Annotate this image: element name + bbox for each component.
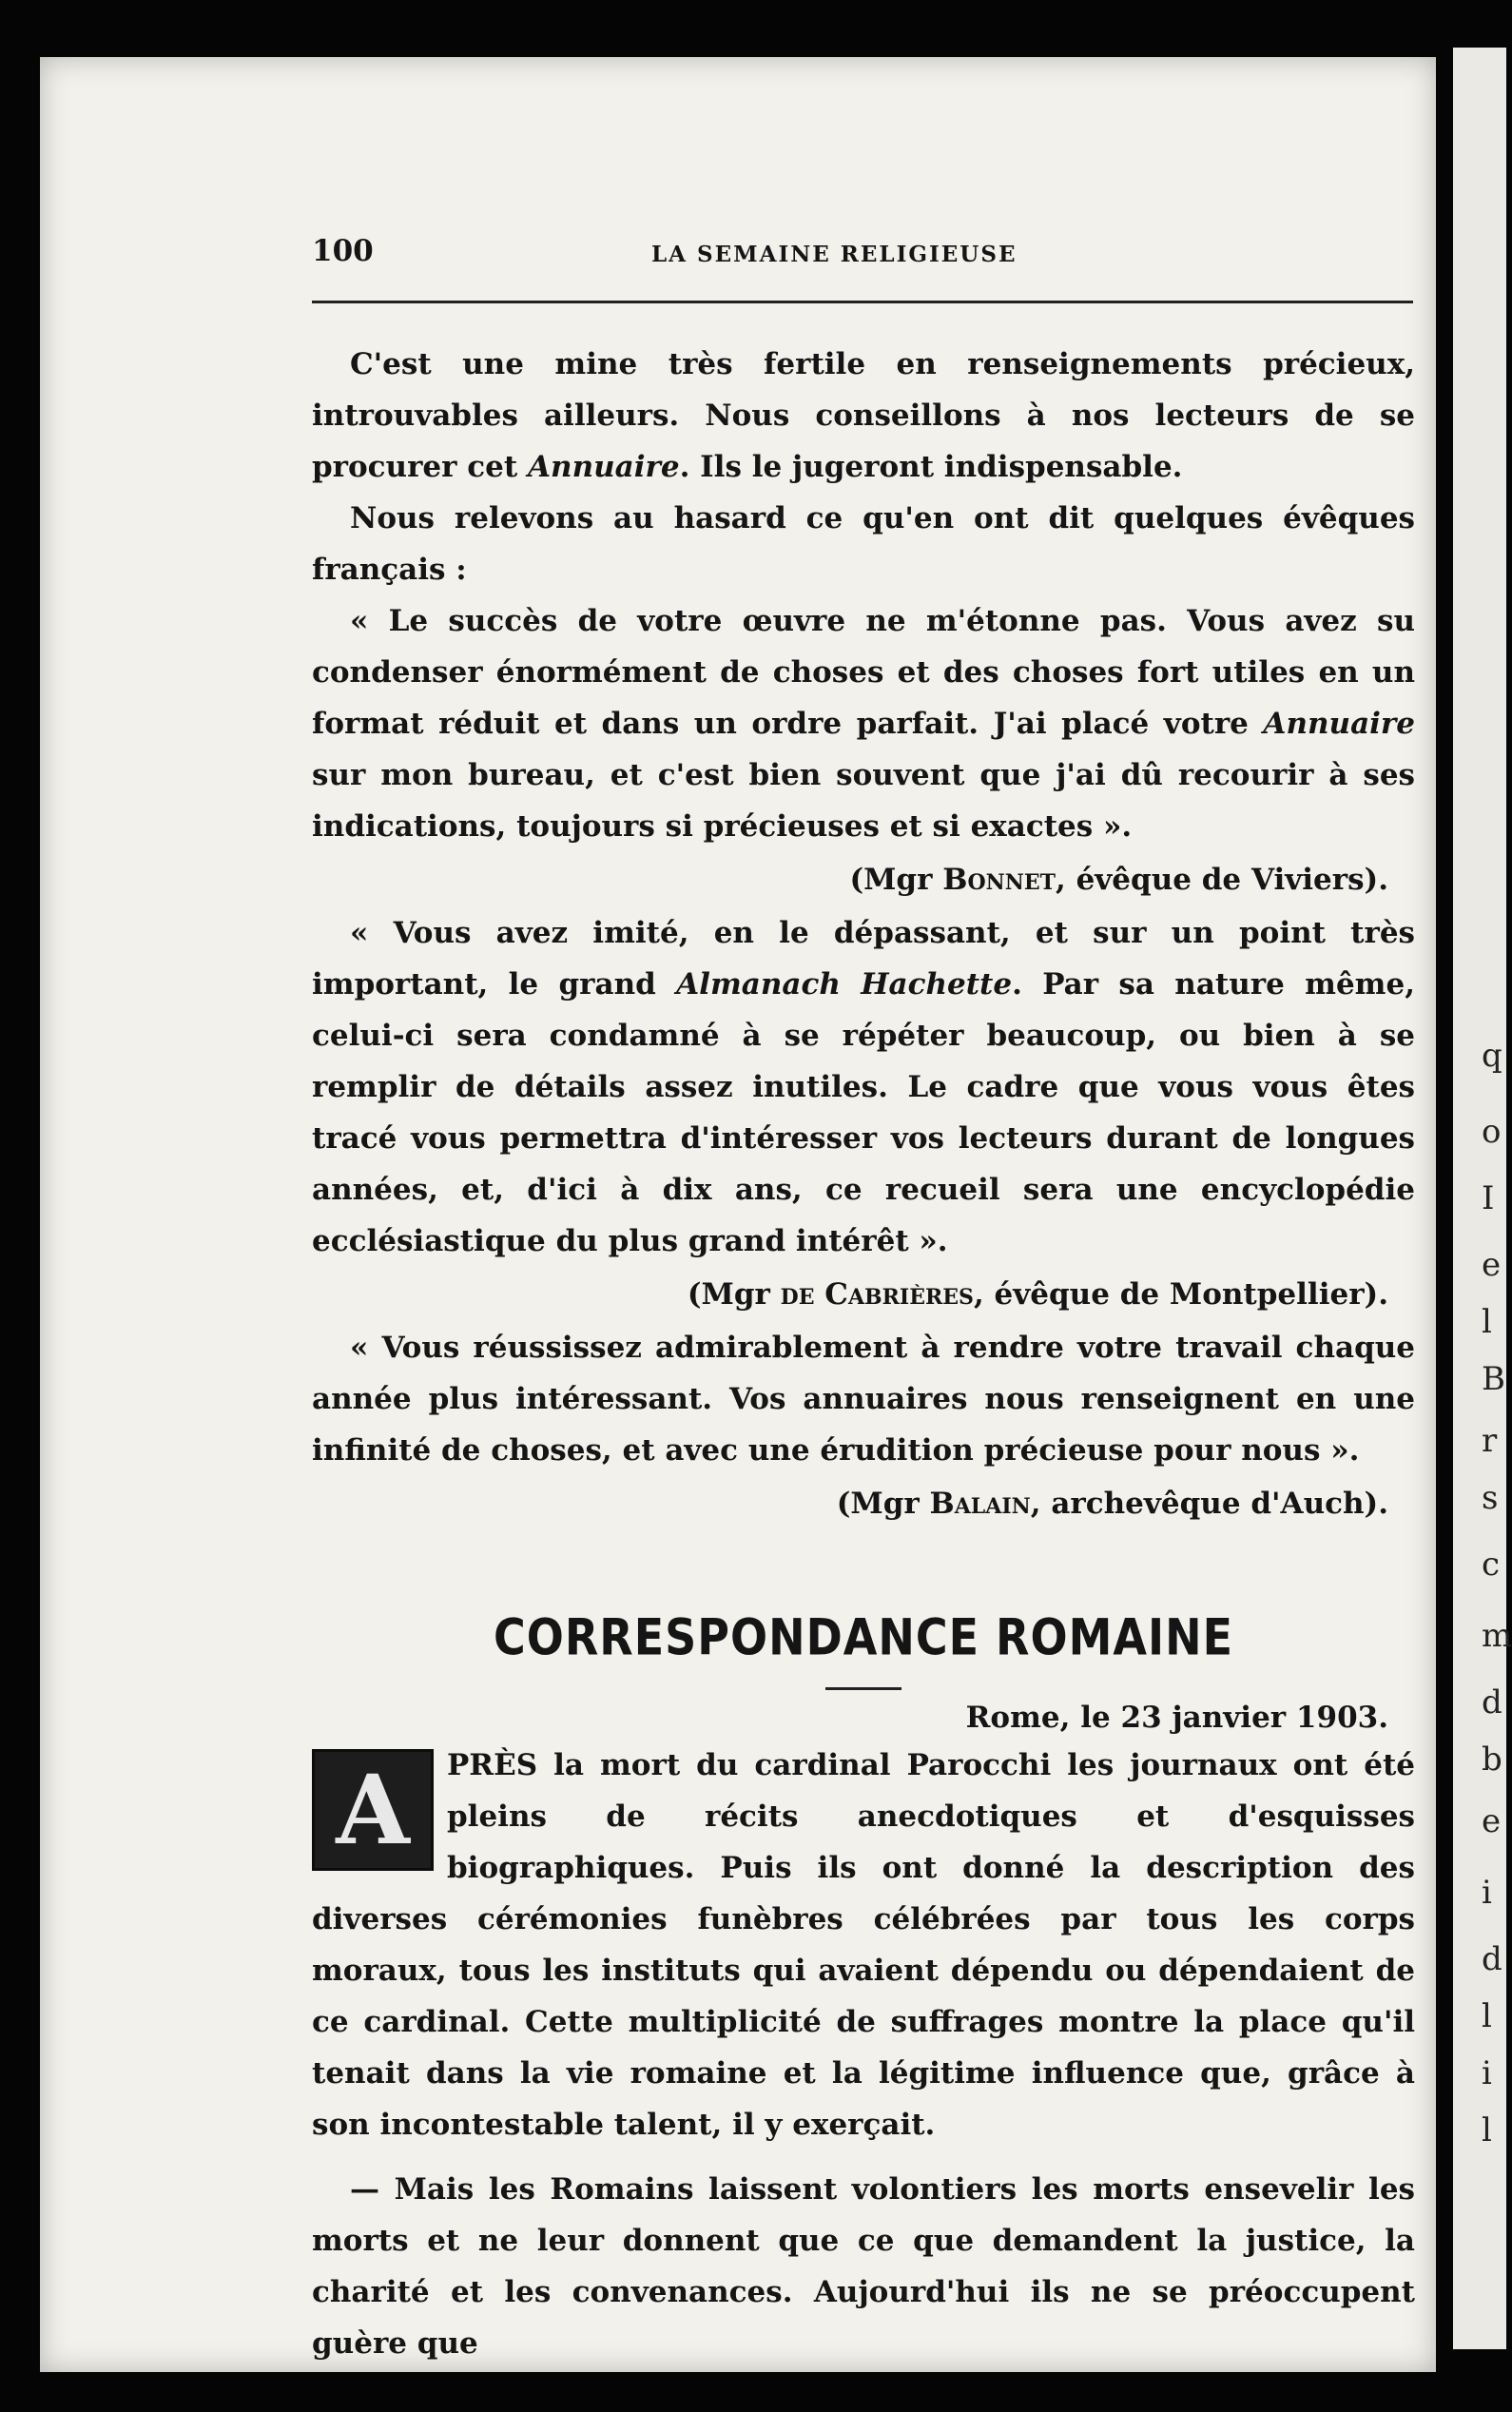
margin-letter: q	[1482, 1037, 1502, 1075]
quote-balain: « Vous réussissez admirablement à rendre votre travail chaque année plus intéressant. Vos annuaires nous renseignent en une infinité de choses, et avec une érudition précieuse pour nous ».	[312, 1331, 1415, 1468]
section-title: CORRESPONDANCE ROMAINE	[494, 1606, 1233, 1667]
signature-cabrieres: (Mgr de Cabrières, évêque de Montpellier).	[687, 1277, 1388, 1312]
intro-paragraph-2: Nous relevons au hasard ce qu'en ont dit quelques évêques français :	[312, 501, 1415, 587]
page-header	[312, 234, 1423, 282]
margin-letter: e	[1482, 1246, 1502, 1284]
margin-letter: b	[1482, 1741, 1502, 1779]
margin-letter: l	[1482, 1303, 1492, 1341]
margin-letter: d	[1482, 1683, 1502, 1721]
margin-letter: s	[1482, 1479, 1499, 1517]
signature-balain: (Mgr Balain, archevêque d'Auch).	[836, 1487, 1388, 1521]
running-title: LA SEMAINE RELIGIEUSE	[651, 242, 1018, 267]
section-rule	[825, 1687, 901, 1690]
article-opening	[312, 1740, 1415, 2150]
margin-letter: i	[1482, 2054, 1492, 2092]
margin-letter: r	[1482, 1422, 1498, 1460]
article-paragraph-2: — Mais les Romains laissent volontiers les morts ensevelir les morts et ne leur donnent que ce que demandent la justice, la charité et les convenances. Aujourd'hui ils ne se préoccupent guère que	[312, 2172, 1415, 2361]
page-number: 100	[312, 234, 374, 268]
signature-bonnet: (Mgr Bonnet, évêque de Viviers).	[849, 863, 1388, 897]
dateline: Rome, le 23 janvier 1903.	[965, 1701, 1388, 1735]
margin-letter: l	[1482, 1997, 1492, 2035]
margin-letter: d	[1482, 1940, 1502, 1978]
quote-bonnet: « Le succès de votre œuvre ne m'étonne pas. Vous avez su condenser énormément de choses et des choses fort utiles en un format réduit et dans un ordre parfait. J'ai placé votre Annuaire sur mon bureau, et c'est bien souvent que j'ai dû recourir à ses indications, toujours si précieuses et si exactes ».	[312, 604, 1415, 844]
margin-letter: e	[1482, 1802, 1502, 1840]
margin-letter: c	[1482, 1546, 1501, 1584]
margin-letter: m	[1482, 1617, 1512, 1655]
document-page	[40, 57, 1436, 2372]
ornamental-dropcap: A	[312, 1749, 434, 1871]
header-rule	[312, 301, 1413, 303]
margin-letter: o	[1482, 1113, 1502, 1151]
margin-letter: i	[1482, 1874, 1492, 1912]
margin-letter: l	[1482, 2111, 1492, 2149]
intro-paragraph: C'est une mine très fertile en renseignements précieux, introuvables ailleurs. Nous conseillons à nos lecteurs de se procurer cet Annuaire. Ils le jugeront indispensable.	[312, 347, 1415, 484]
margin-letter: I	[1482, 1179, 1495, 1217]
quote-cabrieres: « Vous avez imité, en le dépassant, et sur un point très important, le grand Almanach Hachette. Par sa nature même, celui-ci sera condamné à se répéter beaucoup, ou bien à se remplir de détails assez inutiles. Le cadre que vous vous êtes tracé vous permettra d'intéresser vos lecteurs durant de longues années, et, d'ici à dix ans, ce recueil sera une encyclopédie ecclésiastique du plus grand intérêt ».	[312, 916, 1415, 1258]
adjacent-page-edge	[1453, 48, 1512, 2349]
article-paragraph-1: PRÈS la mort du cardinal Parocchi les journaux ont été pleins de récits anecdotiques et d'esquisses biographiques. Puis ils ont donné la description des diverses cérémonies funèbres célébrées par tous les corps moraux, tous les instituts qui avaient dépendu ou dépendaient de ce cardinal. Cette multiplicité de suffrages montre la place qu'il tenait dans la vie romaine et la légitime influence que, grâce à son incontestable talent, il y exerçait.	[312, 1748, 1415, 2142]
page-body	[312, 339, 1415, 2369]
page-content	[312, 234, 1423, 2361]
margin-letter: B	[1482, 1360, 1505, 1398]
